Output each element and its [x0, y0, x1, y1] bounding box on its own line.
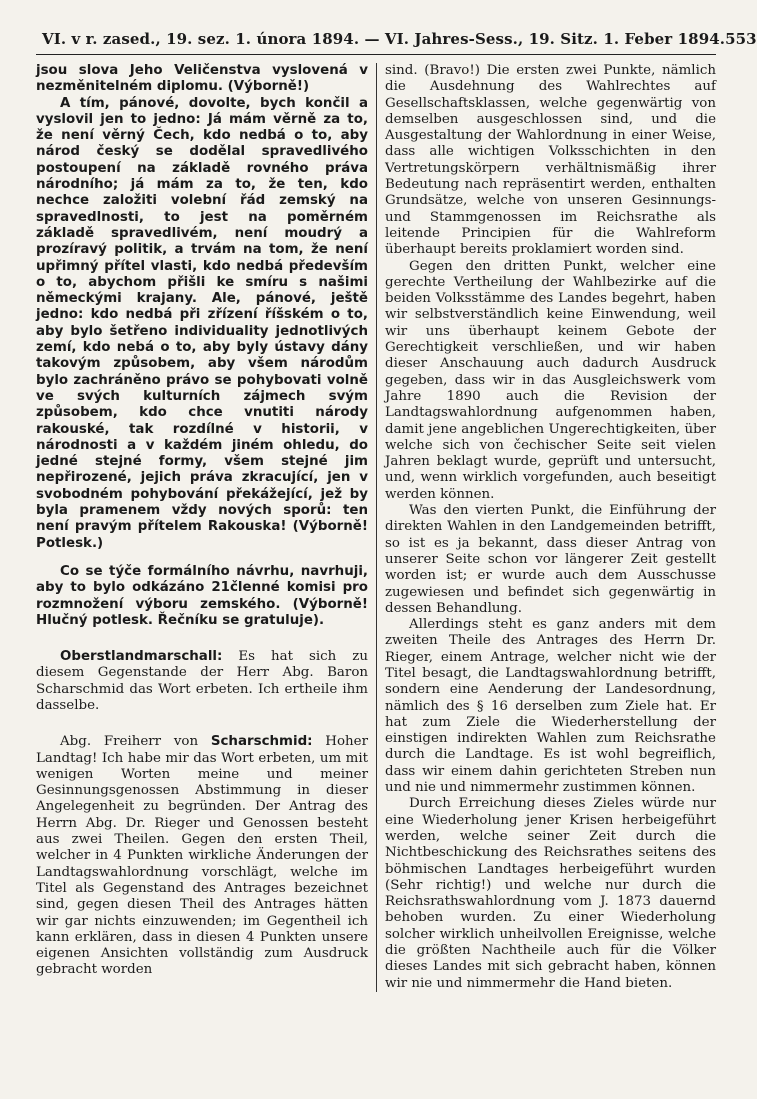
- page-number: 553: [725, 30, 757, 48]
- left-column-czech: [36, 63, 376, 992]
- paragraph: A tím, pánové, dovolte, bych končil a vyslovil jen to jedno: Já mám věrně za to, že není věrný Čech, kdo nedbá o to, aby národ český se dodělal spravedlivého postoupení na základě rovného práva národního; já mám za to, že ten, kdo nechce založiti volební řád zemský na spravedlnosti, to jest na poměrném základě spravedlivém, není moudrý a prozíravý politik, a trvám na tom, že není upřimný přítel vlasti, kdo nedbá především o to, abychom přišli ke smíru s našimi německými krajany. Ale, pánové, ještě jedno: kdo nedbá při zřízení říšském o to, aby bylo šetřeno individuality jednotlivých zemí, kdo nebá o to, aby byly ústavy dány takovým způsobem, aby všem národům bylo zachráněno právo se pohybovati volně ve svých kulturních zájmech svým způsobem, kdo chce vnutiti národy rakouské, tak rozdílné v historii, v národnosti a v každém jiném ohledu, do jedné stejné formy, všem stejné jim nepřirozené, jejich práva zkracující, jen v svobodném pohybování překážející, jež by byla pramenem vždy nových sporů: ten není pravým přítelem Rakouska! (Výborně! Potlesk.): [36, 95, 368, 551]
- two-column-body: [36, 63, 716, 992]
- speaker-name: Oberstlandmarschall:: [60, 649, 223, 665]
- paragraph: Allerdings steht es ganz anders mit dem zweiten Theile des Antrages des Herrn Dr. Rieger, einem Antrage, welcher nicht wie der Titel besagt, die Landtagswahlordnung betrifft, sondern eine Aenderung der Landesordnung, nämlich des § 16 derselben zum Ziele hat. Er hat zum Ziele die Wiederherstellung der einstigen indirekten Wahlen zum Reichsrathe durch die Landtage. Es ist wohl begreiflich, dass wir einem dahin gerichteten Streben nun und nie und nimmermehr zustimmen können.: [385, 617, 716, 796]
- header-title: VI. v r. zased., 19. sez. 1. února 1894. — VI. Jahres-Sess., 19. Sitz. 1. Feber 1894.: [42, 30, 726, 48]
- paragraph: jsou slova Jeho Veličenstva vyslovená v nezměnitelném diplomu. (Výborně!): [36, 63, 368, 95]
- speaker-prefix: Abg. Freiherr von: [60, 734, 199, 750]
- speech-paragraph: [36, 649, 368, 714]
- paragraph: Gegen den dritten Punkt, welcher eine gerechte Vertheilung der Wahlbezirke auf die beiden Volksstämme des Landes begehrt, haben wir selbstverständlich keine Einwendung, weil wir uns überhaupt keinem Gebote der Gerechtigkeit verschließen, und wir haben dieser Anschauung auch dadurch Ausdruck gegeben, dass wir in das Ausgleichswerk vom Jahre 1890 auch die Revision der Landtagswahlordnung aufgenommen haben, damit jene angeblichen Ungerechtigkeiten, über welche sich von čechischer Seite seit vielen Jahren beklagt wurde, geprüft und untersucht, und, wenn wirklich vorgefunden, auch beseitigt werden können.: [385, 258, 716, 502]
- paragraph: Co se týče formálního návrhu, navrhuji, aby to bylo odkázáno 21členné komisi pro rozmnožení výboru zemského. (Výborně! Hlučný potlesk. Řečníku se gratuluje).: [36, 563, 368, 628]
- paragraph: Durch Erreichung dieses Zieles würde nur eine Wiederholung jener Krisen herbeigeführt werden, welche seiner Zeit durch die Nichtbeschickung des Reichsrathes seitens des böhmischen Landtages herbeigeführt wurden (Sehr richtig!) und welche nur durch die Reichsrathswahlordnung vom J. 1873 dauernd behoben wurden. Zu einer Wiederholung solcher wirklich unheilvollen Ereignisse, welche die größten Nachtheile auch für die Völker dieses Landes mit sich gebracht haben, können wir nie und nimmermehr die Hand bieten.: [385, 796, 716, 991]
- running-header: [36, 30, 757, 55]
- right-column-german: [376, 63, 716, 992]
- paragraph: Was den vierten Punkt, die Einführung der direkten Wahlen in den Landgemeinden betrifft, so ist es ja bekannt, dass dieser Antrag von unserer Seite schon vor längerer Zeit gestellt worden ist; er wurde auch dem Ausschusse zugewiesen und befindet sich gegenwärtig in dessen Behandlung.: [385, 503, 716, 616]
- speech-paragraph: [36, 734, 368, 978]
- paragraph: sind. (Bravo!) Die ersten zwei Punkte, nämlich die Ausdehnung des Wahlrechtes auf Gesellschaftsklassen, welche gegenwärtig von demselben ausgeschlossen sind, und die Ausgestaltung der Wahlordnung in einer Weise, dass alle wichtigen Volksschichten in den Vertretungskörpern verhältnismäßig ihrer Bedeutung nach repräsentirt werden, enthalten Grundsätze, welche von unseren Gesinnungs- und Stammgenossen im Reichsrathe als leitende Principien für die Wahlreform überhaupt bereits proklamiert worden sind.: [385, 63, 716, 258]
- speech-text: Hoher Landtag! Ich habe mir das Wort erbeten, um mit wenigen Worten meine und meiner Gesinnungsgenossen Abstimmung in dieser Angelegenheit zu begründen. Der Antrag des Herrn Abg. Dr. Rieger und Genossen besteht aus zwei Theilen. Gegen den ersten Theil, welcher in 4 Punkten wirkliche Änderungen der Landtagswahlordnung vorschlägt, welche im Titel als Gegenstand des Antrages bezeichnet sind, gegen diesen Theil des Antrages hätten wir gar nichts einzuwenden; im Gegentheil ich kann erklären, dass in diesen 4 Punkten unsere eigenen Ansichten vollständig zum Ausdruck gebracht worden: [36, 734, 368, 978]
- speech-text: Es hat sich zu diesem Gegenstande der Herr Abg. Baron Scharschmid das Wort erbeten. Ich ertheile ihm dasselbe.: [36, 649, 368, 713]
- speaker-name: Scharschmid:: [210, 734, 313, 750]
